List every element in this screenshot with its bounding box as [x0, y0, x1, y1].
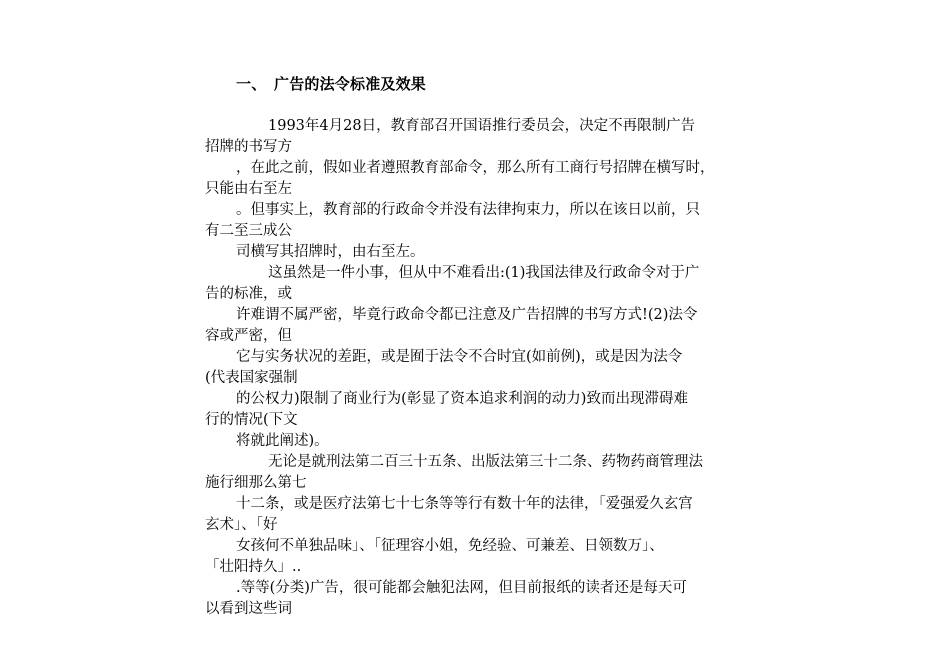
section-number: 一、	[236, 75, 267, 93]
section-title: 广告的法令标准及效果	[274, 75, 427, 93]
paragraph-line: 它与实务状况的差距，或是囿于法令不合时宜(如前例)，或是因为法令	[236, 349, 683, 365]
paragraph-line: 招牌的书写方	[205, 139, 292, 155]
paragraph-line: 司横写其招牌时，由右至左。	[236, 244, 425, 260]
paragraph-line: 将就此阐述)。	[236, 433, 329, 449]
paragraph-line: .等等(分类)广告，很可能都会触犯法网，但目前报纸的读者还是每天可	[236, 580, 687, 596]
paragraph-line: 「壮阳持久」..	[205, 559, 302, 575]
paragraph-line: 女孩何不单独品味」、「征理容小姐，免经验、可兼差、日领数万」、	[236, 538, 664, 554]
paragraph-line: 告的标准，或	[205, 286, 292, 302]
paragraph-line: 十二条，或是医疗法第七十七条等等行有数十年的法律，「爱强爱久玄宫	[236, 496, 693, 512]
paragraph-line: 。但事实上，教育部的行政命令并没有法律拘束力，所以在该日以前，只	[236, 202, 700, 218]
paragraph-line: (代表国家强制	[205, 370, 298, 386]
paragraph-line: 玄术」、「好	[205, 517, 278, 533]
paragraph-line: 施行细那么第七	[205, 475, 307, 491]
paragraph-line: 行的情况(下文	[205, 412, 298, 428]
paragraph-line: 这虽然是一件小事，但从中不难看出:(1)我国法律及行政命令对于广	[268, 265, 700, 281]
paragraph-line: ，在此之前，假如业者遵照教育部命令，那么所有工商行号招牌在横写时，	[236, 160, 715, 176]
paragraph-line: 只能由右至左	[205, 181, 292, 197]
paragraph-line: 1993年4月28日，教育部召开国语推行委员会，决定不再限制广告	[268, 118, 696, 134]
paragraph-line: 许难谓不属严密，毕竟行政命令都已注意及广告招牌的书写方式!(2)法令	[236, 307, 698, 323]
paragraph-line: 容或严密，但	[205, 328, 292, 344]
paragraph-line: 有二至三成公	[205, 223, 292, 239]
paragraph-line: 的公权力)限制了商业行为(彰显了资本追求利润的动力)致而出现滞碍难	[236, 391, 688, 407]
paragraph-line: 以看到这些词	[205, 601, 292, 617]
paragraph-line: 无论是就刑法第二百三十五条、出版法第三十二条、药物药商管理法	[268, 454, 703, 470]
section-heading	[236, 73, 426, 94]
